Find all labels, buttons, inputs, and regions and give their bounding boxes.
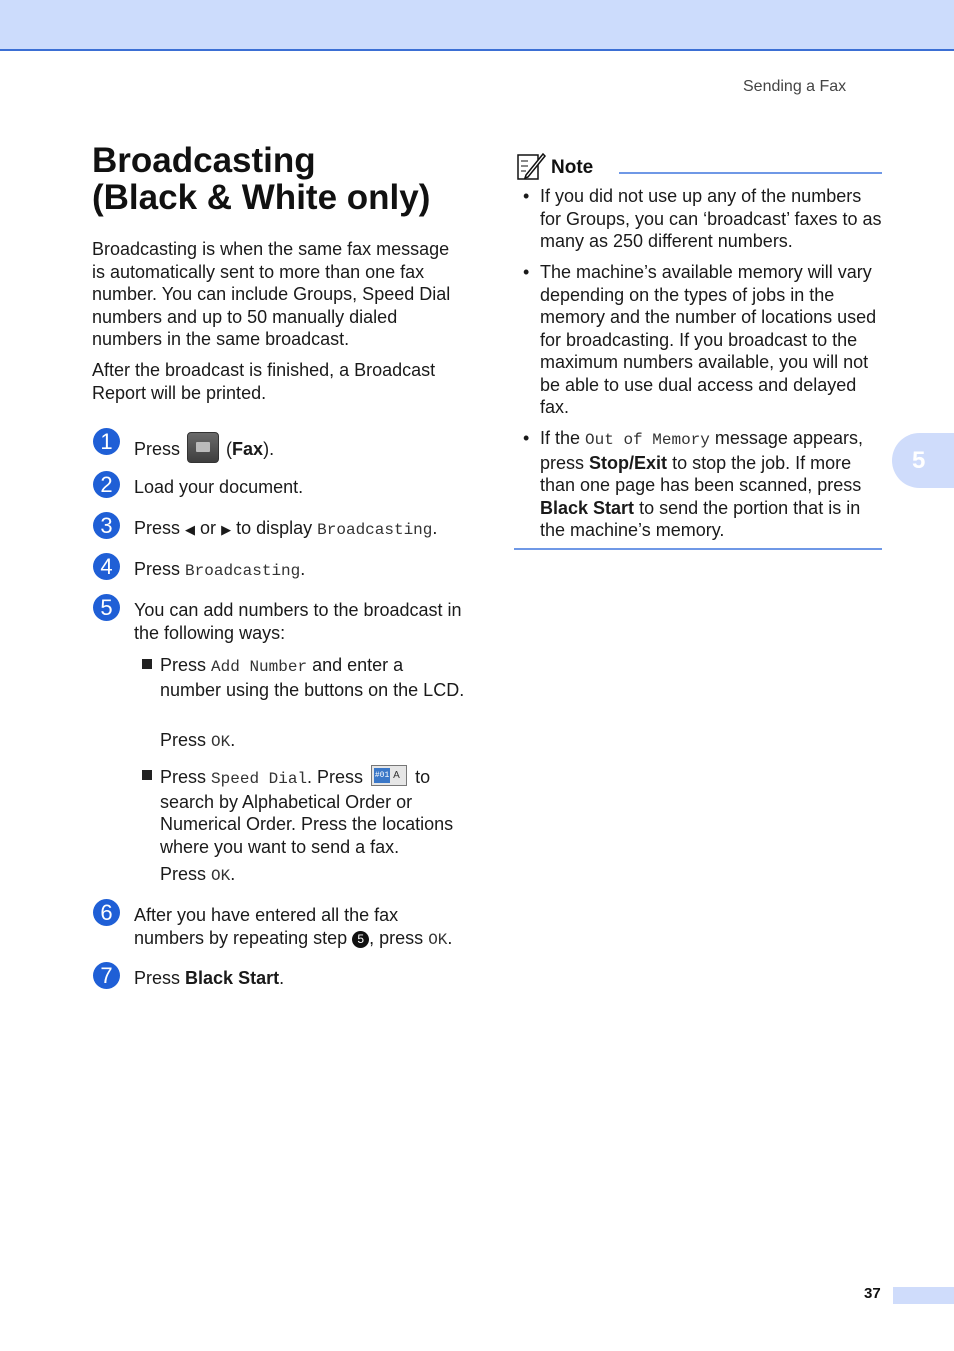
- step-6-number: 6: [93, 899, 120, 926]
- note-bullet: •: [523, 186, 530, 206]
- page-title: [92, 142, 430, 216]
- sub-item-add-number: Press Add Number and enter a number using the buttons on the LCD.: [160, 655, 465, 700]
- sub-item-add-number-press-ok: Press OK.: [160, 730, 236, 751]
- note-bullet: •: [523, 428, 530, 448]
- note-divider-bottom: [514, 548, 882, 550]
- square-bullet-icon: [142, 659, 152, 669]
- note-heading: Note: [551, 157, 594, 178]
- note-divider-top: [619, 172, 882, 174]
- step-3-text: Press ◀ or ▶ to display Broadcasting.: [134, 518, 438, 539]
- step-5-text: You can add numbers to the broadcast in the following ways:: [134, 600, 462, 643]
- sub-item-speed-dial: Press Speed Dial. Press #01 A to search by Alphabetical Order or Numerical Order. Press the locations where you want to send a fax.: [160, 767, 454, 857]
- right-arrow-icon: ▶: [221, 522, 232, 537]
- note-pencil-icon: [516, 151, 546, 181]
- fax-button-icon: [187, 432, 219, 463]
- top-banner: [0, 0, 954, 51]
- note-item-1: If you did not use up any of the numbers for Groups, you can ‘broadcast’ faxes to as many as 250 different numbers.: [540, 186, 882, 251]
- step-7-number: 7: [93, 962, 120, 989]
- intro-paragraph-1: Broadcasting is when the same fax message is automatically sent to more than one fax number. You can include Groups, Speed Dial numbers and up to 50 manually dialed numbers in the same broadcast.: [92, 239, 451, 349]
- title-line-2: (Black & White only): [92, 178, 431, 217]
- note-item-3: If the Out of Memory message appears, press Stop/Exit to stop the job. If more than one page has been scanned, press Black Start to send the portion that is in the machine’s memory.: [540, 428, 863, 540]
- step-3-number: 3: [93, 512, 120, 539]
- running-header: Sending a Fax: [743, 78, 847, 95]
- page-number-bar: [893, 1287, 954, 1304]
- step-6-text: After you have entered all the fax numbers by repeating step 5 , press OK.: [134, 905, 453, 949]
- intro-paragraph-2: After the broadcast is finished, a Broadcast Report will be printed.: [92, 360, 436, 403]
- note-item-2: The machine’s available memory will vary depending on the types of jobs in the memory and the number of locations used for broadcasting. If you broadcast to the maximum numbers available, you will not be able to use dual access and delayed fax.: [540, 262, 877, 417]
- step-reference-badge: 5: [352, 931, 369, 948]
- step-7-text: Press Black Start.: [134, 968, 285, 988]
- step-2-text: Load your document.: [134, 477, 304, 497]
- note-bullet: •: [523, 262, 530, 282]
- left-arrow-icon: ◀: [185, 522, 196, 537]
- step-4-number: 4: [93, 553, 120, 580]
- square-bullet-icon: [142, 770, 152, 780]
- step-1-text: Press (Fax).: [134, 432, 469, 463]
- step-2-number: 2: [93, 471, 120, 498]
- title-line-1: Broadcasting: [92, 141, 316, 180]
- sub-item-speed-dial-press-ok: Press OK.: [160, 864, 236, 885]
- speed-dial-sort-button-icon: #01 A: [371, 765, 407, 786]
- step-1-number: 1: [93, 428, 120, 455]
- page-number: 37: [864, 1285, 881, 1302]
- chapter-tab: 5: [892, 433, 954, 488]
- step-5-number: 5: [93, 594, 120, 621]
- step-4-text: Press Broadcasting.: [134, 559, 306, 580]
